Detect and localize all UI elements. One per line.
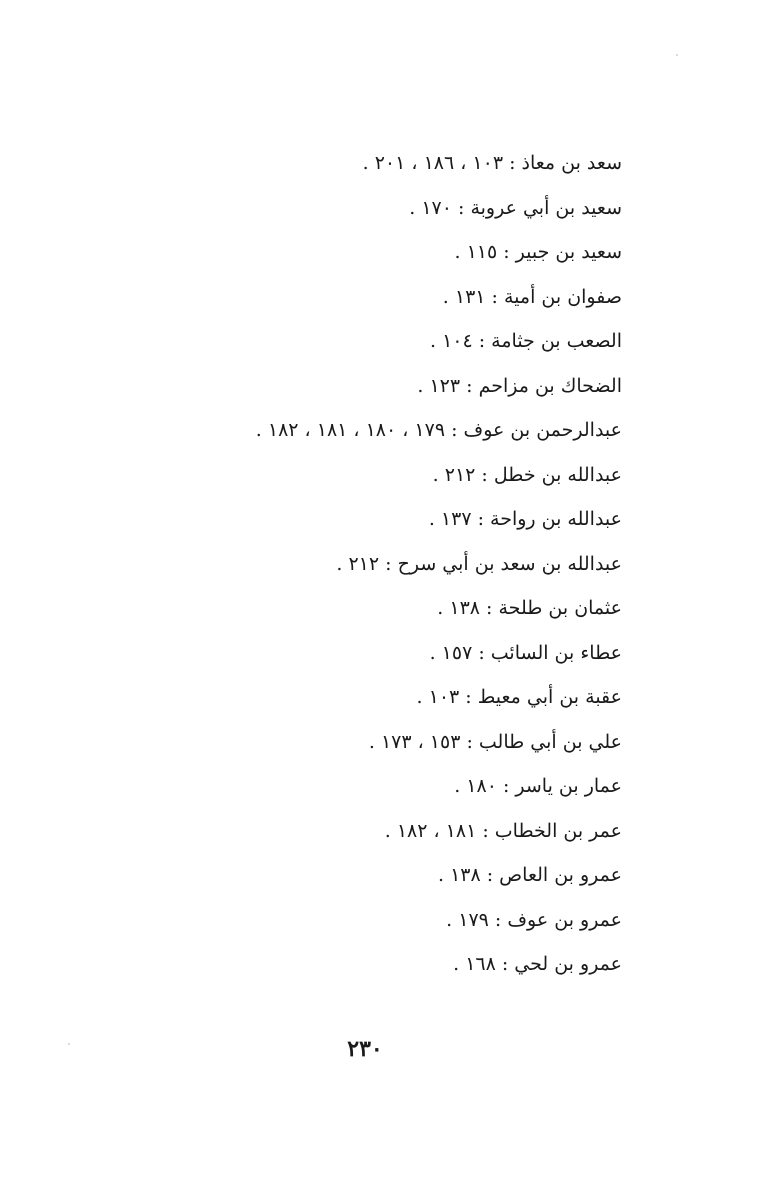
- index-entry: عبدالرحمن بن عوف : ١٧٩ ، ١٨٠ ، ١٨١ ، ١٨٢ .: [255, 419, 622, 441]
- page-number: ٢٣٠: [347, 1036, 383, 1062]
- index-entry: عمرو بن عوف : ١٧٩ .: [446, 908, 622, 931]
- name-index-list: [62, 141, 622, 987]
- index-entry: عطاء بن السائب : ١٥٧ .: [429, 641, 622, 664]
- index-entry: سعيد بن جبير : ١١٥ .: [454, 241, 622, 263]
- index-entry: عمرو بن لحي : ١٦٨ .: [453, 953, 622, 975]
- scan-speck: [68, 1043, 70, 1045]
- index-entry: عمرو بن العاص : ١٣٨ .: [437, 864, 622, 886]
- index-entry: الضحاك بن مزاحم : ١٢٣ .: [417, 374, 622, 397]
- index-entry: عبدالله بن خطل : ٢١٢ .: [432, 463, 622, 486]
- index-entry: سعيد بن أبي عروبة : ١٧٠ .: [409, 196, 622, 219]
- index-entry: عبدالله بن رواحة : ١٣٧ .: [428, 508, 622, 530]
- index-entry: عمار بن ياسر : ١٨٠ .: [454, 775, 622, 797]
- index-entry: صفوان بن أمية : ١٣١ .: [442, 285, 622, 308]
- index-entry: عثمان بن طلحة : ١٣٨ .: [437, 597, 622, 619]
- index-entry: عمر بن الخطاب : ١٨١ ، ١٨٢ .: [384, 819, 622, 842]
- index-entry: عبدالله بن سعد بن أبي سرح : ٢١٢ .: [336, 552, 622, 575]
- scan-speck: [676, 54, 678, 56]
- index-entry: علي بن أبي طالب : ١٥٣ ، ١٧٣ .: [368, 730, 622, 753]
- index-entry: سعد بن معاذ : ١٠٣ ، ١٨٦ ، ٢٠١ .: [362, 152, 622, 174]
- index-entry: عقبة بن أبي معيط : ١٠٣ .: [416, 686, 622, 708]
- index-entry: الصعب بن جثامة : ١٠٤ .: [429, 330, 622, 352]
